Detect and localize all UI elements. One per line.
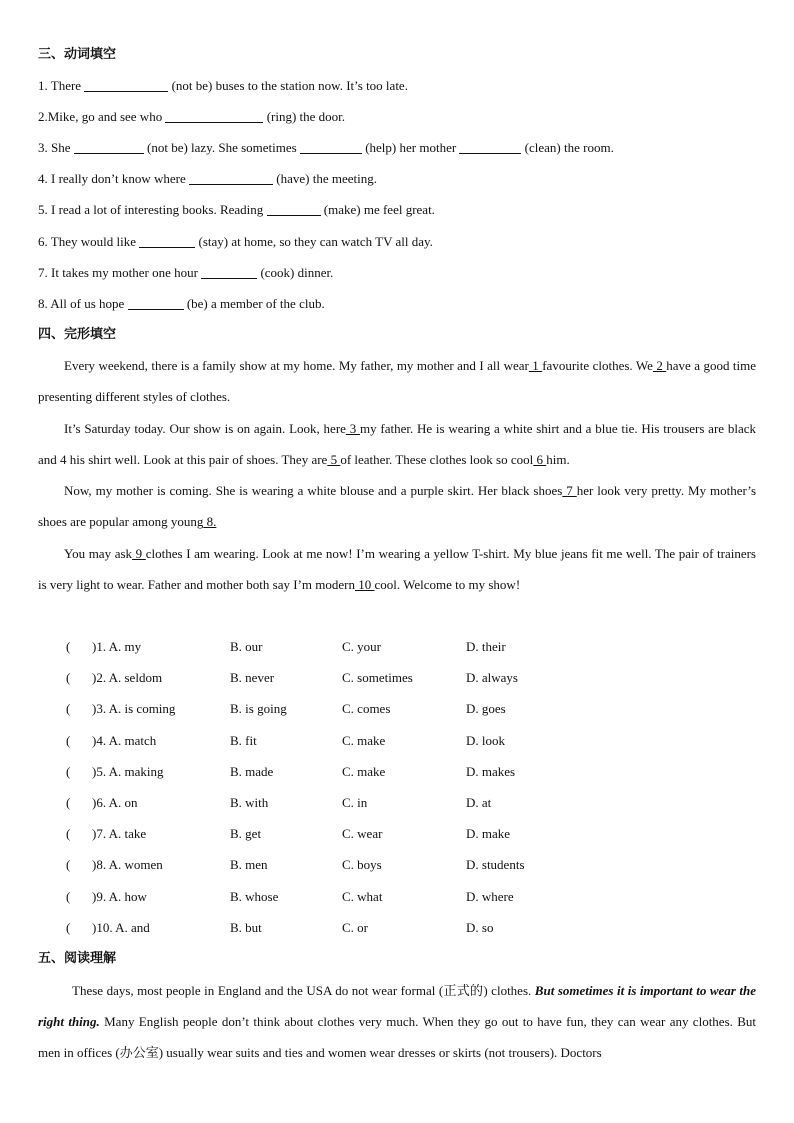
- answer-blank[interactable]: [300, 139, 362, 154]
- cloze-paragraph-1: [38, 350, 756, 412]
- option-a: )2. A. seldom: [92, 670, 163, 685]
- q6-text-a: 6. They would like: [38, 234, 140, 249]
- question-6: [38, 233, 433, 251]
- question-7: [38, 264, 333, 282]
- option-a: )5. A. making: [92, 764, 164, 779]
- cloze-text: Every weekend, there is a family show at my home. My father, my mother and I all wear: [64, 358, 529, 373]
- option-d: D. always: [466, 670, 518, 685]
- q5-text-a: 5. I read a lot of interesting books. Reading: [38, 202, 267, 217]
- cloze-text: my father. He is wearing a white shirt and a blue tie. His trousers are black and 4 his shirt well. Look at this pair of shoes. They are: [38, 421, 756, 467]
- option-a: )4. A. match: [92, 733, 157, 748]
- answer-paren[interactable]: (: [66, 733, 71, 748]
- question-2: [38, 108, 345, 126]
- option-a: )1. A. my: [92, 639, 142, 654]
- q6-text-b: (stay) at home, so they can watch TV all day.: [195, 234, 433, 249]
- answer-paren[interactable]: (: [66, 857, 71, 872]
- answer-paren[interactable]: (: [66, 764, 71, 779]
- option-c: C. boys: [342, 857, 382, 872]
- cloze-text: him.: [546, 452, 570, 467]
- cloze-blank-9: 9: [132, 546, 146, 561]
- answer-blank[interactable]: [189, 170, 273, 185]
- section-5-heading: 五、阅读理解: [38, 951, 117, 966]
- question-1: [38, 77, 408, 95]
- section-4-heading: 四、完形填空: [38, 327, 117, 342]
- cloze-paragraph-4: [38, 538, 756, 600]
- option-b: B. fit: [230, 733, 257, 748]
- answer-blank[interactable]: [201, 264, 257, 279]
- q1-text-a: 1. There: [38, 78, 85, 93]
- option-b: B. made: [230, 764, 274, 779]
- cloze-text: her look very pretty. My mother’s shoes are popular among young: [38, 483, 757, 529]
- answer-paren[interactable]: (: [66, 639, 71, 654]
- q4-text-b: (have) the meeting.: [273, 171, 377, 186]
- option-d: D. goes: [466, 701, 506, 716]
- q3-text-a: 3. She: [38, 140, 74, 155]
- cloze-paragraph-3: [38, 475, 756, 537]
- option-d: D. look: [466, 733, 505, 748]
- option-b: B. men: [230, 857, 268, 872]
- answer-paren[interactable]: (: [66, 795, 71, 810]
- question-3: [38, 139, 614, 157]
- option-d: D. makes: [466, 764, 516, 779]
- reading-text: These days, most people in England and the USA do not wear formal (正式的) clothes.: [72, 983, 535, 998]
- q7-text-a: 7. It takes my mother one hour: [38, 265, 202, 280]
- question-8: [38, 295, 325, 313]
- q8-text-b: (be) a member of the club.: [183, 296, 325, 311]
- cloze-text: of leather. These clothes look so cool: [340, 452, 534, 467]
- answer-paren[interactable]: (: [66, 670, 71, 685]
- option-d: D. so: [466, 920, 494, 935]
- option-c: C. make: [342, 764, 386, 779]
- cloze-blank-8: 8.: [203, 514, 217, 529]
- option-a: )3. A. is coming: [92, 701, 176, 716]
- answer-paren[interactable]: (: [66, 889, 71, 904]
- option-c: C. in: [342, 795, 368, 810]
- option-d: D. students: [466, 857, 525, 872]
- option-b: B. our: [230, 639, 263, 654]
- option-b: B. get: [230, 826, 262, 841]
- q1-text-b: (not be) buses to the station now. It’s too late.: [168, 78, 408, 93]
- option-d: D. at: [466, 795, 492, 810]
- answer-blank[interactable]: [128, 295, 184, 310]
- option-b: B. but: [230, 920, 262, 935]
- q4-text-a: 4. I really don’t know where: [38, 171, 190, 186]
- option-b: B. is going: [230, 701, 287, 716]
- option-a: )7. A. take: [92, 826, 147, 841]
- cloze-paragraph-2: [38, 413, 756, 475]
- cloze-text: It’s Saturday today. Our show is on again. Look, here: [64, 421, 346, 436]
- option-a: )6. A. on: [92, 795, 138, 810]
- option-c: C. your: [342, 639, 381, 654]
- option-a: )8. A. women: [92, 857, 163, 872]
- option-a: )9. A. how: [92, 889, 147, 904]
- option-d: D. where: [466, 889, 514, 904]
- option-a: )10. A. and: [92, 920, 150, 935]
- answer-paren[interactable]: (: [66, 920, 71, 935]
- cloze-text: favourite clothes. We: [542, 358, 653, 373]
- option-c: C. or: [342, 920, 368, 935]
- q5-text-b: (make) me feel great.: [320, 202, 435, 217]
- cloze-text: You may ask: [64, 546, 133, 561]
- cloze-blank-7: 7: [562, 483, 577, 498]
- answer-blank[interactable]: [74, 139, 144, 154]
- option-c: C. sometimes: [342, 670, 413, 685]
- reading-paragraph: [38, 975, 756, 1068]
- cloze-blank-5: 5: [327, 452, 341, 467]
- q3-text-b: (not be) lazy. She sometimes: [143, 140, 300, 155]
- cloze-text: clothes I am wearing. Look at me now! I’m wearing a yellow T-shirt. My blue jeans fit me well. The pair of trainers is very light to wear. Father and mother both say I’m modern: [38, 546, 756, 592]
- question-5: [38, 201, 435, 219]
- question-4: [38, 170, 377, 188]
- option-d: D. their: [466, 639, 506, 654]
- answer-paren[interactable]: (: [66, 826, 71, 841]
- q8-text-a: 8. All of us hope: [38, 296, 128, 311]
- answer-blank[interactable]: [459, 139, 521, 154]
- option-b: B. whose: [230, 889, 279, 904]
- cloze-text: Now, my mother is coming. She is wearing a white blouse and a purple skirt. Her black shoes: [64, 483, 563, 498]
- option-d: D. make: [466, 826, 511, 841]
- cloze-blank-2: 2: [652, 358, 667, 373]
- q2-text-a: 2.Mike, go and see who: [38, 109, 166, 124]
- q3-text-d: (clean) the room.: [521, 140, 614, 155]
- section-3-heading: 三、动词填空: [38, 47, 117, 62]
- option-b: B. never: [230, 670, 275, 685]
- cloze-blank-3: 3: [345, 421, 360, 436]
- answer-blank[interactable]: [267, 201, 321, 216]
- option-b: B. with: [230, 795, 269, 810]
- option-c: C. wear: [342, 826, 383, 841]
- q3-text-c: (help) her mother: [361, 140, 460, 155]
- cloze-blank-1: 1: [528, 358, 543, 373]
- answer-blank[interactable]: [139, 233, 195, 248]
- answer-paren[interactable]: (: [66, 701, 71, 716]
- option-c: C. comes: [342, 701, 391, 716]
- answer-blank[interactable]: [165, 108, 263, 123]
- reading-emphasis: But sometimes it is important to wear the right thing.: [38, 983, 756, 1029]
- q2-text-b: (ring) the door.: [263, 109, 346, 124]
- cloze-text: have a good time presenting different styles of clothes.: [38, 358, 757, 404]
- option-c: C. what: [342, 889, 383, 904]
- reading-text: Many English people don’t think about clothes very much. When they go out to have fun, they can wear any clothes. But men in offices (办公室) usually wear suits and ties and women wear dresses or skirts (not trousers). Doctors: [38, 1014, 756, 1060]
- cloze-blank-10: 10: [354, 577, 375, 592]
- option-c: C. make: [342, 733, 386, 748]
- answer-blank[interactable]: [84, 77, 168, 92]
- q7-text-b: (cook) dinner.: [257, 265, 334, 280]
- cloze-text: cool. Welcome to my show!: [374, 577, 521, 592]
- cloze-blank-6: 6: [533, 452, 547, 467]
